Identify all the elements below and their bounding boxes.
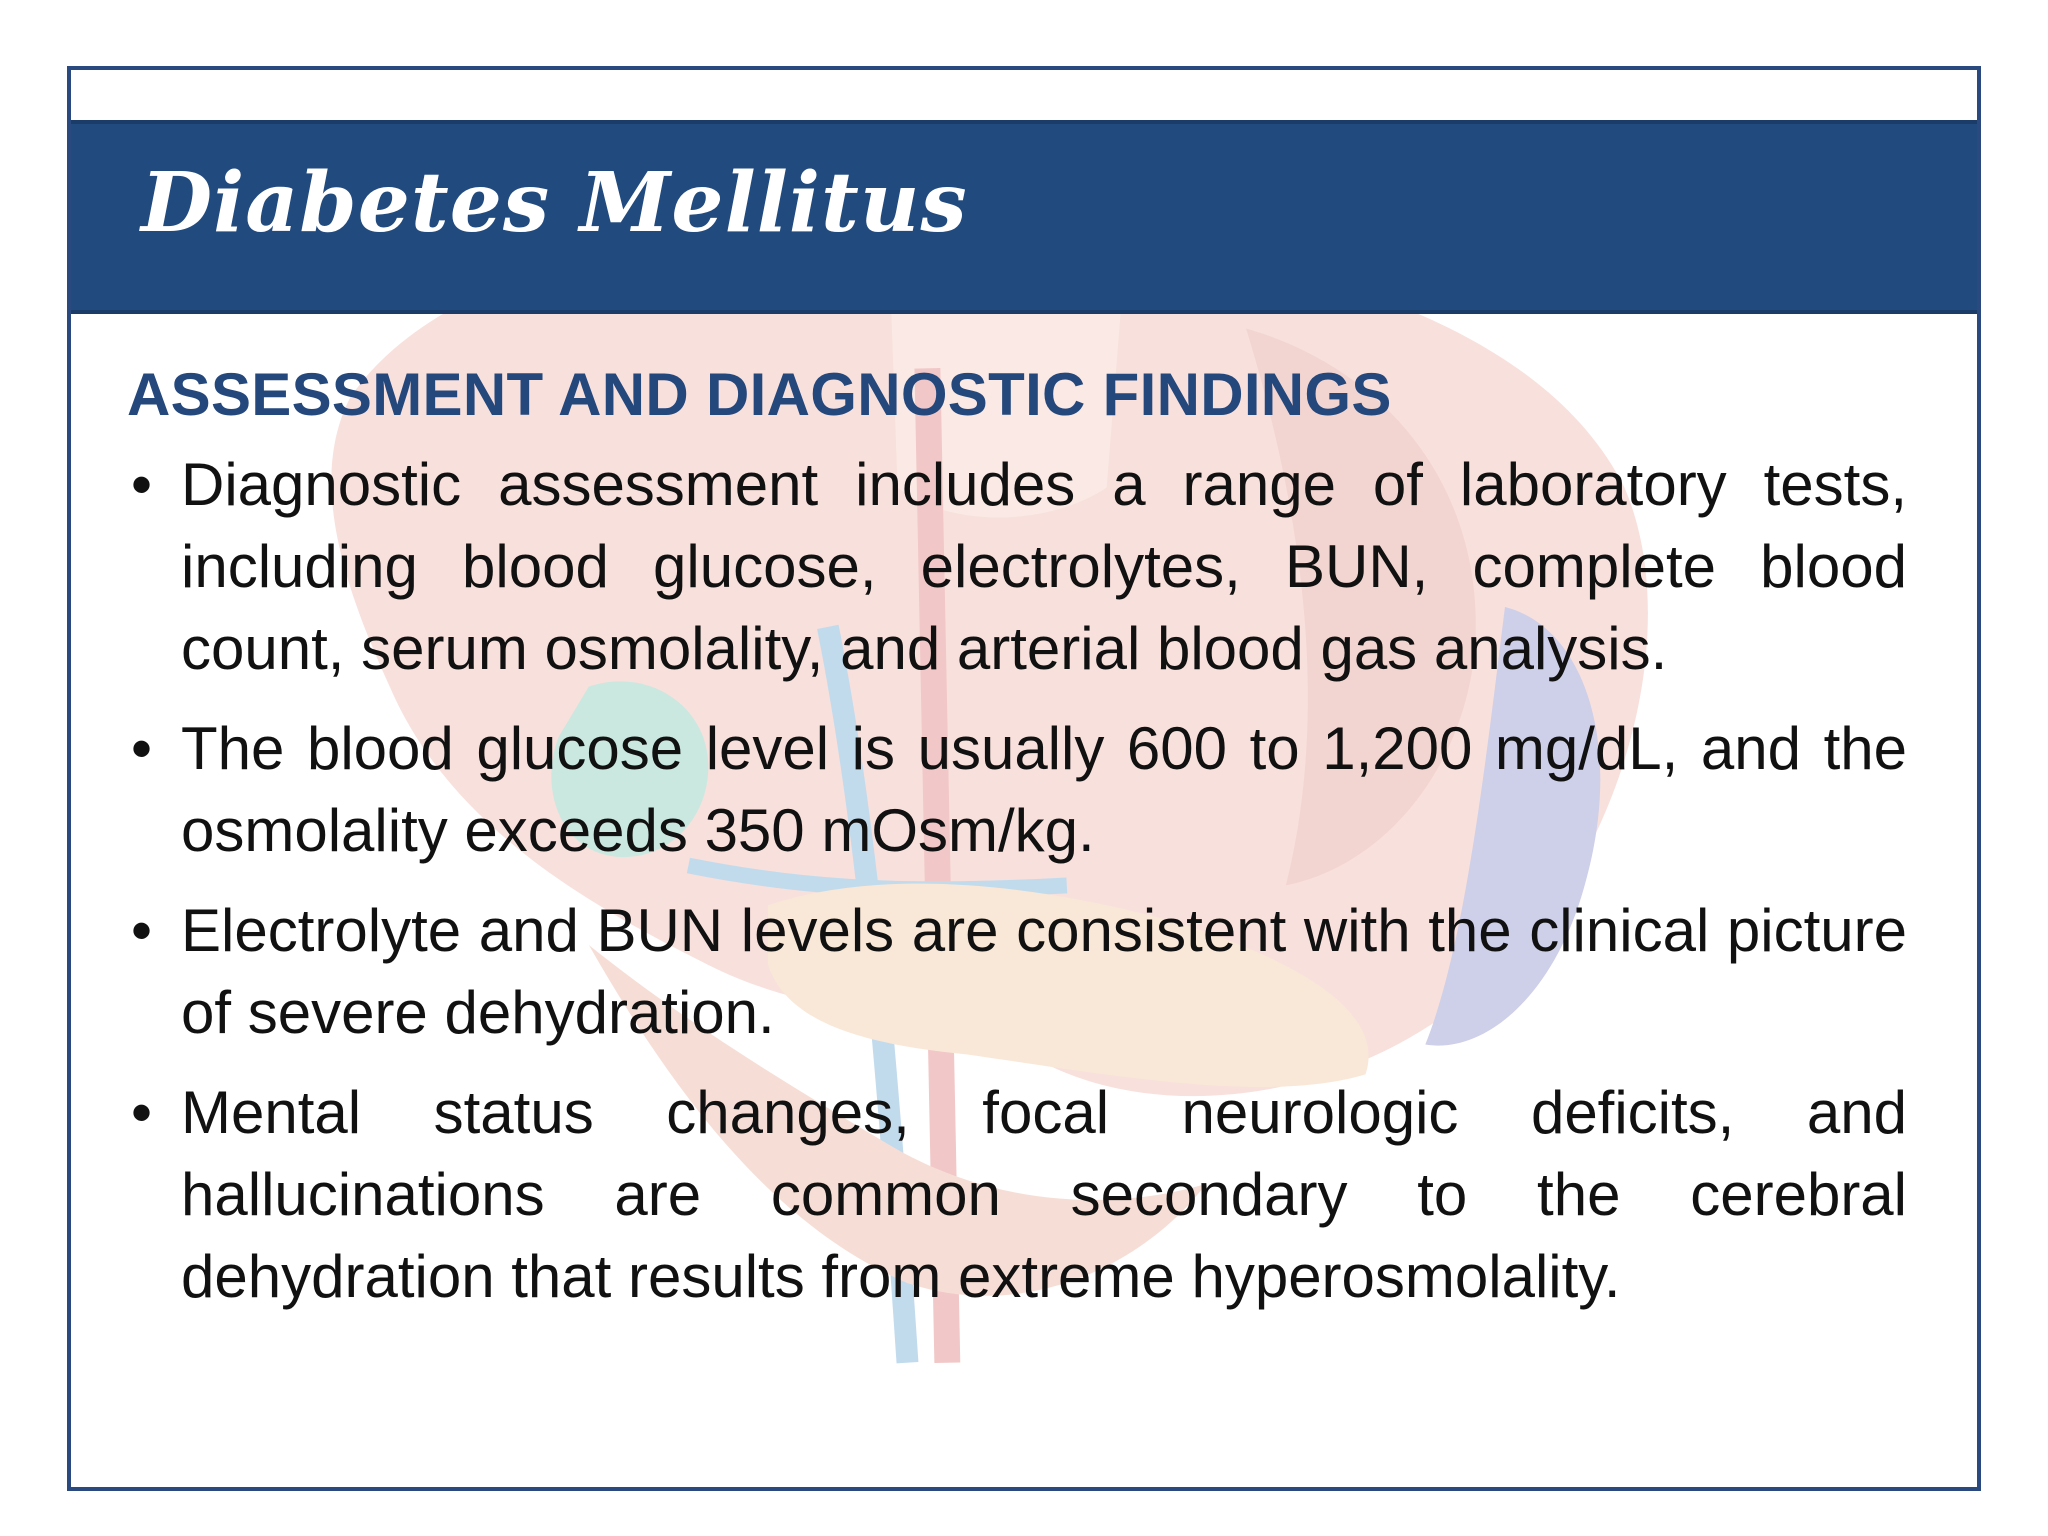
slide-content: [127, 360, 1907, 1336]
bullet-glyph: •: [131, 715, 153, 782]
bullet-glyph: •: [131, 897, 153, 964]
section-heading: ASSESSMENT AND DIAGNOSTIC FINDINGS: [127, 361, 1392, 428]
bullet-item: [127, 890, 1907, 1054]
bullet-list: [127, 444, 1907, 1318]
bullet-item: [127, 444, 1907, 690]
bullet-item: [127, 708, 1907, 872]
bullet-glyph: •: [131, 1079, 153, 1146]
bullet-text: The blood glucose level is usually 600 to 1,200 mg/dL, and the osmolality exceeds 350 mOsm/kg.: [181, 715, 1907, 864]
bullet-glyph: •: [131, 451, 153, 518]
bullet-text: Diagnostic assessment includes a range of laboratory tests, including blood glucose, electrolytes, BUN, complete blood count, serum osmolality, and arterial blood gas analysis.: [181, 451, 1907, 682]
slide-title: Diabetes Mellitus: [141, 155, 968, 251]
slide-frame: [67, 66, 1981, 1491]
bullet-text: Electrolyte and BUN levels are consistent with the clinical picture of severe dehydration.: [181, 897, 1907, 1046]
title-bar: [71, 120, 1977, 314]
bullet-text: Mental status changes, focal neurologic deficits, and hallucinations are common secondary to the cerebral dehydration that results from extreme hyperosmolality.: [181, 1079, 1907, 1310]
bullet-item: [127, 1072, 1907, 1318]
